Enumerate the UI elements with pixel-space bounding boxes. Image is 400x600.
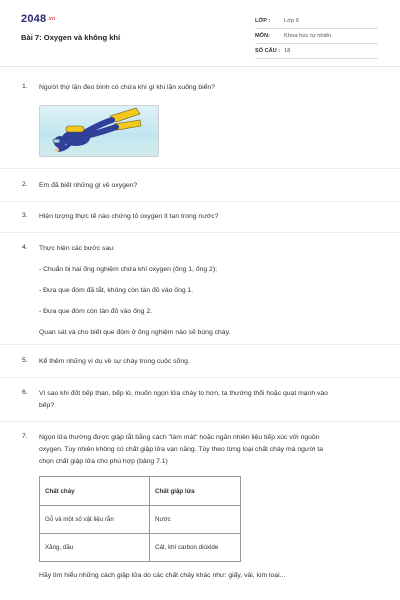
meta-value: Lớp 6 xyxy=(284,18,300,24)
lesson-meta xyxy=(255,14,378,59)
question-line: - Đưa que đóm đã tắt, không còn tàn đỏ vào ống 1. xyxy=(39,287,194,294)
table-header-cell: Chất giập lửa xyxy=(150,477,241,506)
question-text: Hãy tìm hiểu những cách giập lửa do các chất cháy khác như: giấy, vải, kim loại... xyxy=(39,572,286,579)
question-separator xyxy=(0,421,400,422)
lesson-title: Bài 7: Oxygen và không khí xyxy=(21,33,121,42)
logo-main: 2048 xyxy=(21,13,47,25)
table-row xyxy=(40,506,241,534)
meta-key: LỚP : xyxy=(255,18,271,24)
question-text: Kể thêm những ví dụ về sự cháy trong cuộc sống. xyxy=(39,358,190,365)
question-line: Quan sát và cho biết que đóm ở ống nghiệm nào sẽ bùng cháy. xyxy=(39,329,231,336)
diver-icon xyxy=(40,106,158,156)
question-number: 3. xyxy=(22,212,28,219)
table-row xyxy=(40,534,241,562)
meta-value: Khoa học tự nhiên xyxy=(284,33,332,39)
diver-illustration xyxy=(39,105,159,157)
question-number: 7. xyxy=(22,433,28,440)
question-number: 4. xyxy=(22,244,28,251)
question-separator xyxy=(0,168,400,169)
question-text xyxy=(39,244,399,338)
question-separator xyxy=(0,232,400,233)
question-text: Em đã biết những gì về oxygen? xyxy=(39,182,138,189)
question-text xyxy=(39,389,399,411)
question-separator xyxy=(0,201,400,202)
question-line: Thực hiện các bước sau: xyxy=(39,245,115,252)
question-line: - Chuẩn bị hai ống nghiệm chứa khí oxygen (ống 1, ống 2); xyxy=(39,266,217,273)
question-number: 5. xyxy=(22,357,28,364)
table-header-row xyxy=(40,477,241,506)
logo-domain: .vn xyxy=(47,16,56,22)
table-cell: Cát, khí carbon dioxide xyxy=(150,534,241,562)
question-text xyxy=(39,433,399,467)
question-line: - Đưa que đóm còn tàn đỏ vào ống 2. xyxy=(39,308,152,315)
question-line: oxygen. Tuy nhiên không có chất giập lửa vạn năng. Tùy theo từng loại chất cháy mà người ta xyxy=(39,446,323,453)
question-number: 2. xyxy=(22,181,28,188)
site-logo[interactable] xyxy=(21,13,55,25)
question-line: Ngọn lửa thường được giập tắt bằng cách "làm mát" hoặc ngăn nhiên liệu tiếp xúc với nguồn xyxy=(39,434,320,441)
table-cell: Gỗ và một số vật liệu rắn xyxy=(40,506,150,534)
table-header-cell: Chất cháy xyxy=(40,477,150,506)
meta-key: SỐ CÂU : xyxy=(255,48,281,54)
table-cell: Nước xyxy=(150,506,241,534)
fire-extinguisher-table xyxy=(39,476,241,562)
meta-row-subject xyxy=(255,29,378,44)
question-text: Người thợ lặn đeo bình có chứa khí gì khi lặn xuống biển? xyxy=(39,84,215,91)
meta-value: 18 xyxy=(284,48,291,54)
question-line: Vì sao khi đốt bếp than, bếp lò, muốn ngọn lửa cháy to hơn, ta thường thổi hoặc quạt mạnh vào xyxy=(39,390,328,397)
meta-row-count xyxy=(255,44,378,59)
question-number: 6. xyxy=(22,389,28,396)
question-text: Hiện tượng thực tế nào chứng tỏ oxygen ít tan trong nước? xyxy=(39,213,219,220)
question-number: 1. xyxy=(22,83,28,90)
question-line: bếp? xyxy=(39,402,55,409)
page-header xyxy=(0,0,400,66)
question-separator xyxy=(0,344,400,345)
question-separator xyxy=(0,377,400,378)
question-line: chọn chất giập lửa cho phù hợp (bảng 7.1) xyxy=(39,458,168,465)
table-cell: Xăng, dầu xyxy=(40,534,150,562)
meta-row-grade xyxy=(255,14,378,29)
meta-key: MÔN: xyxy=(255,33,270,39)
header-divider xyxy=(0,66,400,67)
